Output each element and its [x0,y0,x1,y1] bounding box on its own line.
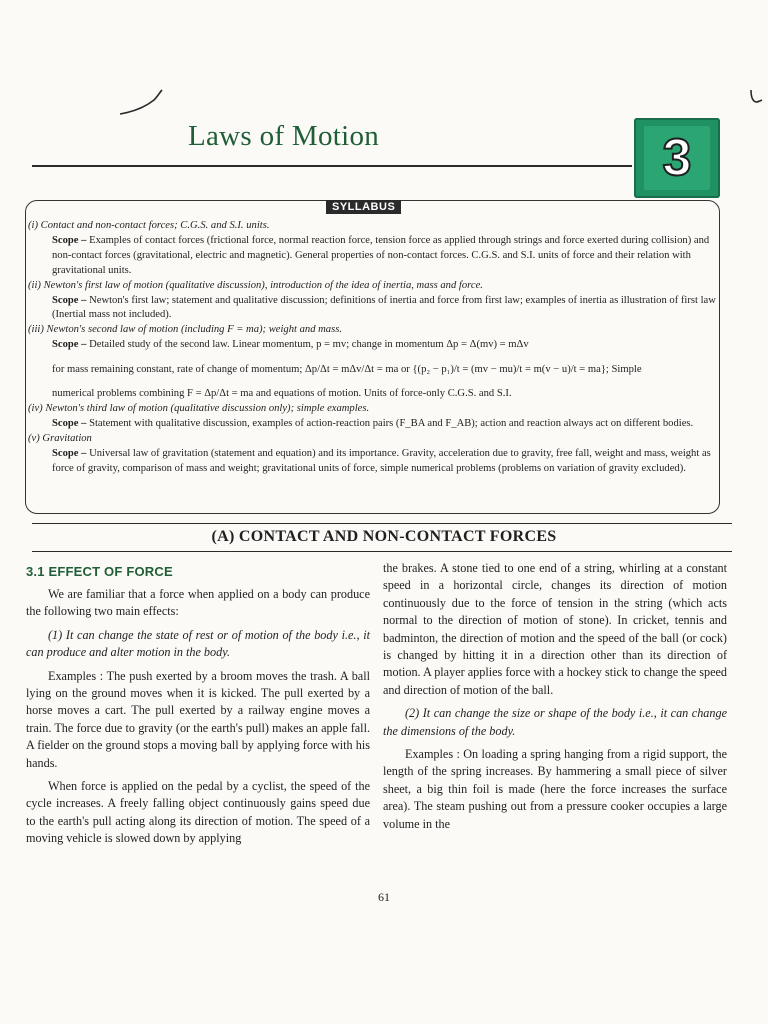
syllabus-item-3-scope-end: numerical problems combining F = Δp/Δt = ma and equations of motion. Units of force-only C.G.S. and S.I. [52,388,512,400]
corner-pen-mark [748,88,764,106]
left-paragraph-1: We are familiar that a force when applied on a body can produce the following two main effects: [26,587,370,619]
section-heading: (A) CONTACT AND NON-CONTACT FORCES [211,528,557,545]
left-paragraph-4: When force is applied on the pedal by a cyclist, the speed of the cycle increases. A freely falling object continuously gains speed due to the earth's pull acting along its direction of motion. The speed of a moving vehicle is slowed down by applying [26,779,370,846]
subsection-heading: 3.1 EFFECT OF FORCE [26,564,173,579]
syllabus-item-5-heading: (v) Gravitation [28,432,92,444]
chapter-number-badge [634,118,720,198]
chapter-number-inner [644,126,710,190]
momentum-formula: for mass remaining constant, rate of change of momentum; Δp/Δt = mΔv/Δt = ma or {(p₂ − p₁)/t = (mv − mu)/t = m(v − u)/t = ma}; Simple [52,364,642,376]
syllabus-label: SYLLABUS [326,200,401,214]
syllabus-item-5-scope: Scope – Universal law of gravitation (statement and equation) and its importance. Gravity, acceleration due to gravity, free fall, weight and mass, weight as force of gravity, comparison of mass and weight; gravitational units of force, simple numerical problems (problems on variation of gravity excluded). [52,447,711,474]
pen-stroke-mark [118,88,166,118]
chapter-number: 3 [662,129,692,187]
title-rule [32,165,632,167]
page-number: 61 [378,890,390,904]
right-paragraph-2: (2) It can change the size or shape of the body i.e., it can change the dimensions of the body. [383,706,727,738]
section-rule-top [32,523,732,524]
right-paragraph-3: Examples : On loading a spring hanging from a rigid support, the length of the spring increases. By hammering a small piece of silver sheet, a big thin foil is made (here the force increases the surface area). The steam pushing out from a pressure cooker occupies a large volume in the [383,747,728,831]
syllabus-item-4-heading: (iv) Newton's third law of motion (qualitative discussion only); simple examples. [28,403,370,415]
syllabus-item-4-scope: Scope – Statement with qualitative discussion, examples of action-reaction pairs (F_BA and F_AB); action and reaction always act on different bodies. [52,417,694,429]
left-paragraph-2: (1) It can change the state of rest or of motion of the body i.e., it can produce and alter motion in the body. [26,627,370,660]
section-rule-bottom [32,551,732,552]
syllabus-item-2-heading: (ii) Newton's first law of motion (qualitative discussion), introduction of the idea of inertia, mass and force. [28,279,483,291]
chapter-title: Laws of Motion [188,120,380,152]
right-column [383,560,727,833]
left-paragraph-3: Examples : The push exerted by a broom moves the trash. A ball lying on the ground moves when it is kicked. The pull exerted by a horse moves a cart. The pull exerted by a railway engine moves a train. The force due to gravity (or the earth's pull) makes an apple fall. A fielder on the ground stops a moving ball by applying force with his hands. [26,668,370,770]
syllabus-item-1-scope: Scope – Examples of contact forces (frictional force, normal reaction force, tension force as applied through strings and force exerted during collision) and non-contact forces (gravitational, electric and magnetic). General properties of non-contact forces. C.G.S. and S.I. units of force and their relation with gravitational units. [52,234,710,276]
left-column [26,586,370,848]
syllabus-item-1-heading: (i) Contact and non-contact forces; C.G.S. and S.I. units. [28,220,270,231]
syllabus-item-3-scope: Scope – Detailed study of the second law. Linear momentum, p = mv; change in momentum Δp = Δ(mv) = mΔv [52,339,529,351]
syllabus-content [28,219,716,477]
syllabus-item-3-heading: (iii) Newton's second law of motion (including F = ma); weight and mass. [28,324,342,336]
syllabus-item-2-scope: Scope – Newton's first law; statement and qualitative discussion; definitions of inertia and force from first law; examples of inertia as illustration of first law (Inertial mass not included). [52,294,716,321]
right-paragraph-1: the brakes. A stone tied to one end of a string, whirling at a constant speed in a horizontal circle, changes its direction of motion continuously due to the force of tension in the string (which acts normal to the direction of motion of stone). In cricket, tennis and badminton, the direction of motion and the speed of the ball (or cock) is changed by hitting it in a direction other than its direction of motion. A player applies force with a hockey stick to change the speed and direction of motion of the ball. [383,561,727,697]
